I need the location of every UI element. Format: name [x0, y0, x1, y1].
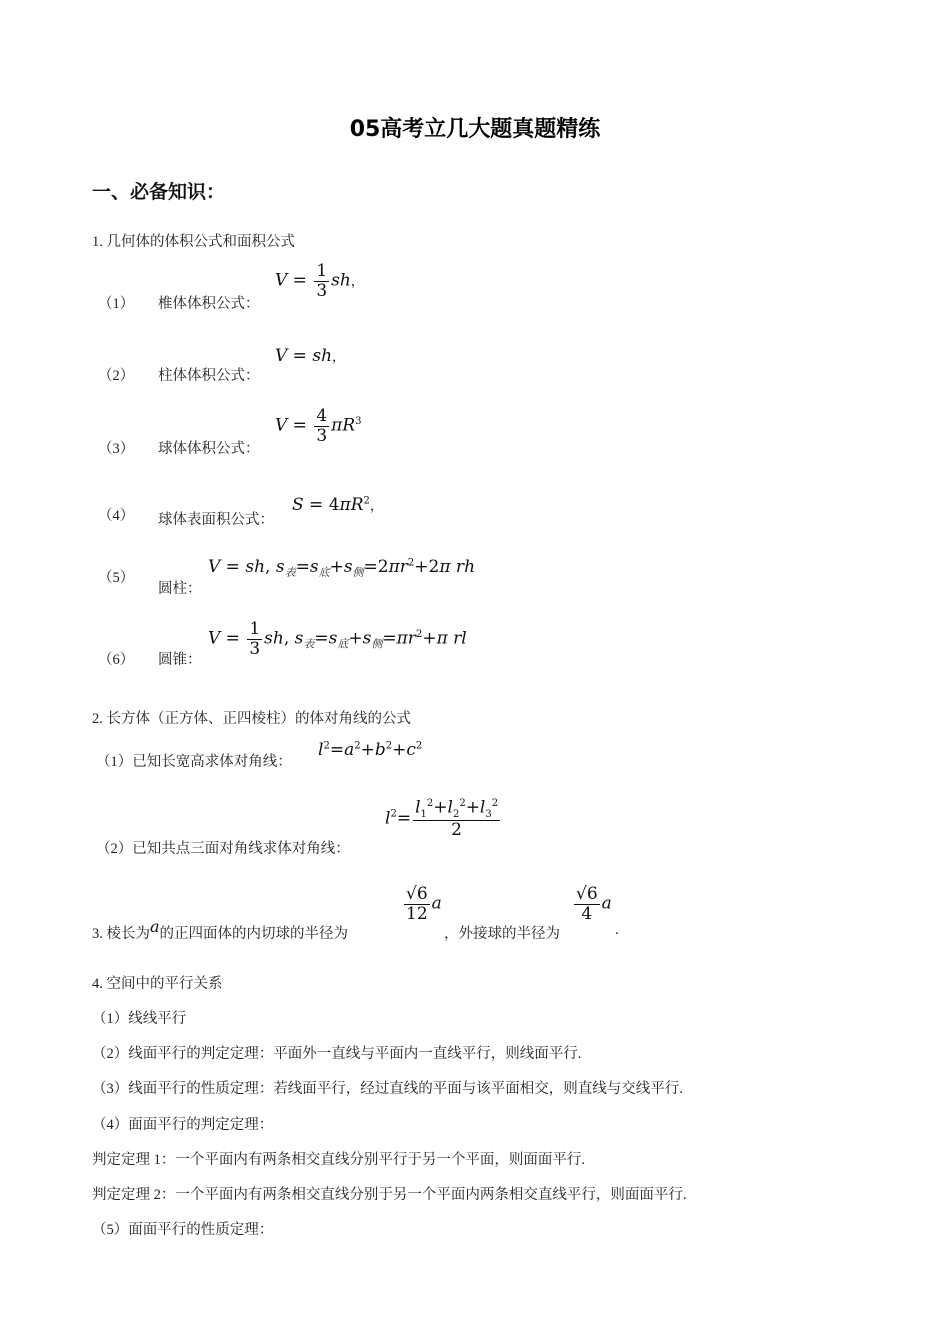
- item3-line: [92, 917, 349, 943]
- formula-num: （1）: [98, 296, 135, 312]
- item2-line2: （2）已知共点三面对角线求体对角线：: [96, 841, 350, 857]
- item3-prefix: 3. 棱长为: [92, 926, 150, 942]
- formula-sphere-volume: V = $\frac{4}{3}$ $\pi R^3$: [275, 406, 362, 446]
- item4-line: （2）线面平行的判定定理：平面外一直线与平面内一直线平行，则线面平行.: [92, 1046, 582, 1062]
- formula-num: （4）: [98, 508, 135, 524]
- formula-label: 圆锥：: [158, 652, 202, 668]
- item2-line1: （1）已知长宽高求体对角线：: [96, 754, 292, 770]
- item3-mid2: ，外接球的半径为: [444, 926, 560, 942]
- formula-cone: V = $\frac{1}{3}$ sh, $s_表=s_底+s_侧=\pi r^2+\pi$ rl: [208, 619, 467, 659]
- item4-line: （4）面面平行的判定定理：: [92, 1117, 274, 1133]
- item3-end: .: [615, 922, 619, 938]
- formula-inradius: $\frac{√6}{12}$ a: [406, 884, 442, 924]
- item1-heading: 1. 几何体的体积公式和面积公式: [92, 234, 295, 250]
- item4-line: （1）线线平行: [92, 1011, 187, 1027]
- formula-cone-volume: V = $\frac{1}{3}$ sh，: [275, 261, 364, 301]
- item4-line: （3）线面平行的性质定理：若线面平行，经过直线的平面与该平面相交，则直线与交线平行.: [92, 1081, 683, 1097]
- formula-sphere-surface: $S = 4\pi R^2$，: [292, 495, 383, 515]
- formula-num: （6）: [98, 652, 135, 668]
- item4-line: （5）面面平行的性质定理：: [92, 1222, 274, 1238]
- item4-heading: 4. 空间中的平行关系: [92, 976, 223, 992]
- formula-num: （5）: [98, 570, 135, 586]
- item2-heading: 2. 长方体（正方体、正四棱柱）的体对角线的公式: [92, 711, 411, 727]
- formula-label: 球体表面积公式：: [158, 512, 274, 528]
- formula-label: 球体体积公式：: [158, 441, 260, 457]
- formula-circumradius: $\frac{√6}{4}$ a: [576, 884, 612, 924]
- formula-label: 柱体体积公式：: [158, 368, 260, 384]
- formula-cylinder: V = sh, $s_表=s_底+s_侧=2\pi r^2+2\pi$ rh: [208, 557, 476, 579]
- item4-line: 判定定理 2：一个平面内有两条相交直线分别于另一个平面内两条相交直线平行，则面面平行.: [92, 1187, 687, 1203]
- formula-num: （3）: [98, 441, 135, 457]
- formula-diagonal-1: $l^2=a^2+b^2+c^2$: [318, 740, 423, 760]
- document-title: 05高考立几大题真题精练: [349, 117, 601, 142]
- formula-label: 椎体体积公式：: [158, 296, 260, 312]
- section-heading: 一、必备知识：: [92, 181, 226, 203]
- formula-diagonal-2: $l^2=$ $\frac{l_1^2+l_2^2+l_3^2}{2}$: [385, 797, 499, 841]
- formula-num: （2）: [98, 368, 135, 384]
- item3-mid: 的正四面体的内切球的半径为: [159, 926, 349, 942]
- formula-prism-volume: V = sh，: [275, 346, 346, 366]
- formula-label: 圆柱：: [158, 581, 202, 597]
- item4-line: 判定定理 1：一个平面内有两条相交直线分别平行于另一个平面，则面面平行.: [92, 1152, 585, 1168]
- edge-variable: a: [150, 917, 160, 936]
